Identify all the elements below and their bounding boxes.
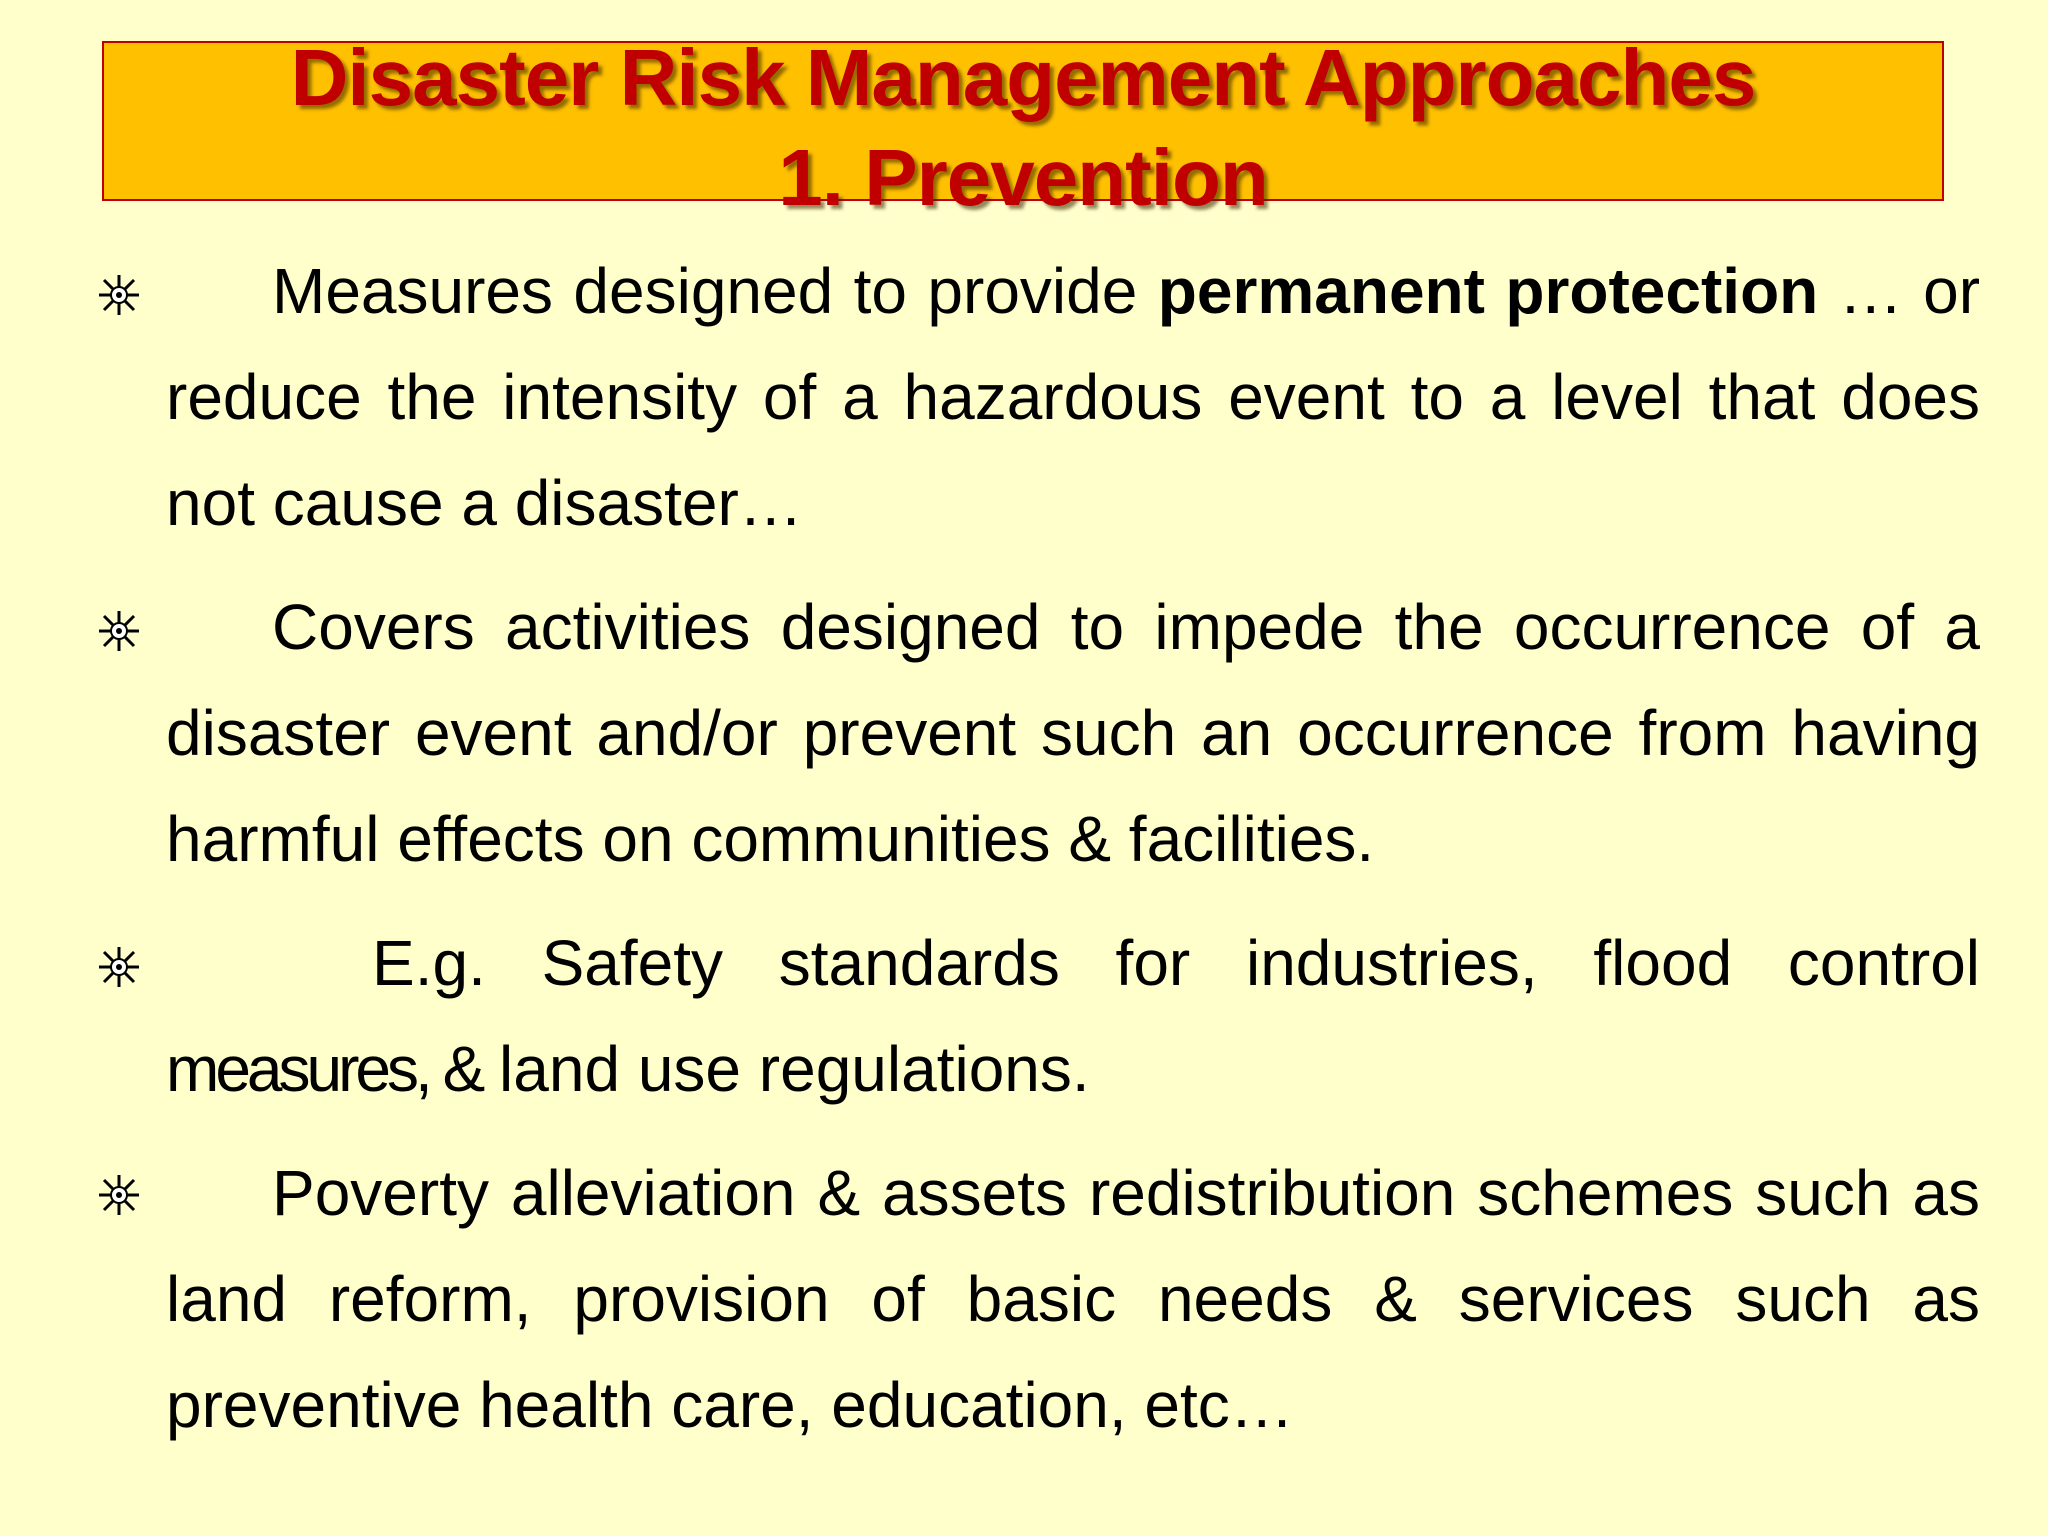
title-line-2: 1. Prevention <box>778 133 1268 222</box>
bullet-1-text-before: Measures designed to provide <box>272 255 1158 327</box>
bullet-3: E.g. Safety standards for industries, flood control <box>372 927 1980 999</box>
bullet-2: Covers activities designed to impede the occurrence of a disaster event and/or prevent such an occurrence from having harmful effects on communities & facilities. <box>166 591 1980 875</box>
bullet-4: Poverty alleviation & assets redistribution schemes such as land reform, provision of basic needs & services such as preventive health care, education, etc… <box>166 1157 1980 1441</box>
bullet-1-text-after: … or reduce the intensity of a hazardous event to a level that does not cause a disaster… <box>166 255 1981 539</box>
bullet-3-cont <box>166 1016 1980 1122</box>
bullet-1-bold: permanent protection <box>1157 255 1819 327</box>
bullet-3-rest: land use regulations. <box>481 1033 1090 1105</box>
bullet-1 <box>166 238 1980 556</box>
asterisk-star-icon <box>96 1172 142 1218</box>
asterisk-star-icon <box>96 608 142 654</box>
title-line-1: Disaster Risk Management Approaches <box>290 33 1756 122</box>
asterisk-star-icon <box>96 272 142 318</box>
asterisk-star-icon <box>96 944 142 990</box>
bullet-3-condensed: measures, & <box>166 1033 482 1105</box>
